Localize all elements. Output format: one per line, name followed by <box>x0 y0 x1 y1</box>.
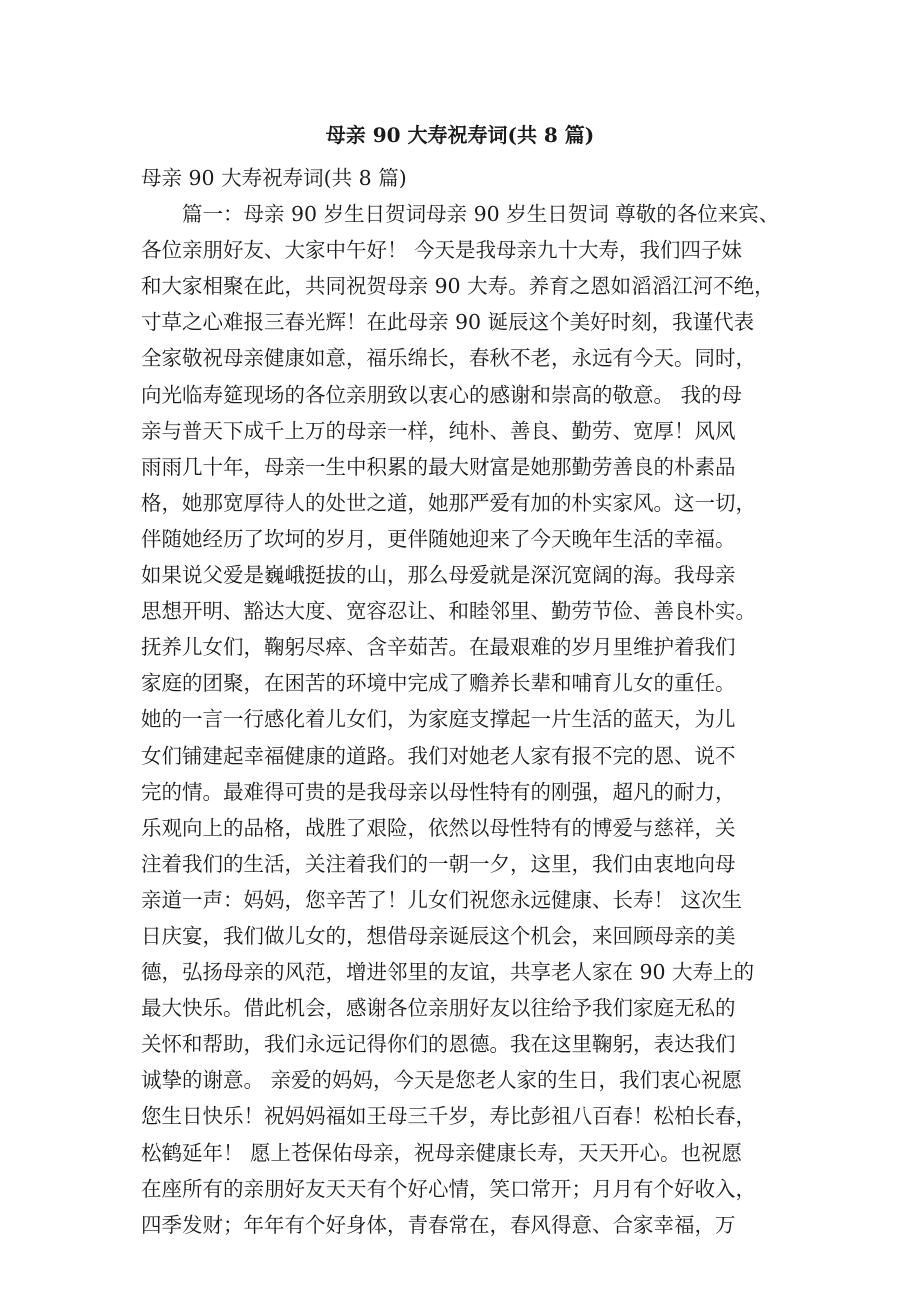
text-line: 和大家相聚在此，共同祝贺母亲 90 大寿。养育之恩如滔滔江河不绝， <box>141 274 775 299</box>
text-line: 四季发财；年年有个好身体，青春常在，春风得意、合家幸福，万 <box>141 1212 736 1237</box>
text-line: 完的情。最难得可贵的是我母亲以母性特有的刚强，超凡的耐力， <box>141 779 736 804</box>
document-title: 母亲 90 大寿祝寿词(共 8 篇) <box>325 123 595 147</box>
text-line: 格，她那宽厚待人的处世之道，她那严爱有加的朴实家风。这一切， <box>141 490 756 515</box>
text-line: 如果说父爱是巍峨挺拔的山，那么母爱就是深沉宽阔的海。我母亲 <box>141 563 736 588</box>
text-line: 德，弘扬母亲的风范，增进邻里的友谊，共享老人家在 90 大寿上的 <box>141 960 755 985</box>
text-line: 伴随她经历了坎坷的岁月，更伴随她迎来了今天晚年生活的幸福。 <box>141 526 736 551</box>
text-line: 亲道一声：妈妈，您辛苦了！儿女们祝您永远健康、长寿！ 这次生 <box>141 887 743 912</box>
text-line: 各位亲朋好友、大家中午好！ 今天是我母亲九十大寿，我们四子妹 <box>141 238 743 263</box>
text-line: 雨雨几十年，母亲一生中积累的最大财富是她那勤劳善良的朴素品 <box>141 454 736 479</box>
text-line: 向光临寿筵现场的各位亲朋致以衷心的感谢和崇高的敬意。 我的母 <box>141 382 743 407</box>
text-line: 注着我们的生活，关注着我们的一朝一夕，这里，我们由衷地向母 <box>141 851 736 876</box>
text-line: 思想开明、豁达大度、宽容忍让、和睦邻里、勤劳节俭、善良朴实。 <box>141 599 756 624</box>
text-line: 在座所有的亲朋好友天天有个好心情，笑口常开；月月有个好收入， <box>141 1176 756 1201</box>
text-line: 诚挚的谢意。 亲爱的妈妈，今天是您老人家的生日，我们衷心祝愿 <box>141 1068 743 1093</box>
text-line: 日庆宴，我们做儿女的，想借母亲诞辰这个机会，来回顾母亲的美 <box>141 923 736 948</box>
text-line: 母亲 90 大寿祝寿词(共 8 篇) <box>141 166 407 190</box>
text-line: 您生日快乐！祝妈妈福如王母三千岁，寿比彭祖八百春！松柏长春， <box>141 1104 756 1129</box>
text-line: 全家敬祝母亲健康如意，福乐绵长，春秋不老，永远有今天。同时， <box>141 346 756 371</box>
document-body <box>141 160 801 1243</box>
text-line: 她的一言一行感化着儿女们，为家庭支撑起一片生活的蓝天，为儿 <box>141 707 736 732</box>
text-line: 篇一：母亲 90 岁生日贺词母亲 90 岁生日贺词 尊敬的各位来宾、 <box>141 202 780 227</box>
text-line: 乐观向上的品格，战胜了艰险，依然以母性特有的博爱与慈祥，关 <box>141 815 736 840</box>
text-line: 关怀和帮助，我们永远记得你们的恩德。我在这里鞠躬，表达我们 <box>141 1032 736 1057</box>
text-line: 抚养儿女们，鞠躬尽瘁、含辛茹苦。在最艰难的岁月里维护着我们 <box>141 635 736 660</box>
text-line: 最大快乐。借此机会，感谢各位亲朋好友以往给予我们家庭无私的 <box>141 996 736 1021</box>
text-line: 寸草之心难报三春光辉！在此母亲 90 诞辰这个美好时刻，我谨代表 <box>141 310 755 335</box>
text-line: 亲与普天下成千上万的母亲一样，纯朴、善良、勤劳、宽厚！风风 <box>141 418 736 443</box>
text-line: 家庭的团聚，在困苦的环境中完成了赡养长辈和哺育儿女的重任。 <box>141 671 736 696</box>
text-line: 松鹤延年！ 愿上苍保佑母亲，祝母亲健康长寿，天天开心。也祝愿 <box>141 1140 743 1165</box>
text-line: 女们铺建起幸福健康的道路。我们对她老人家有报不完的恩、说不 <box>141 743 736 768</box>
